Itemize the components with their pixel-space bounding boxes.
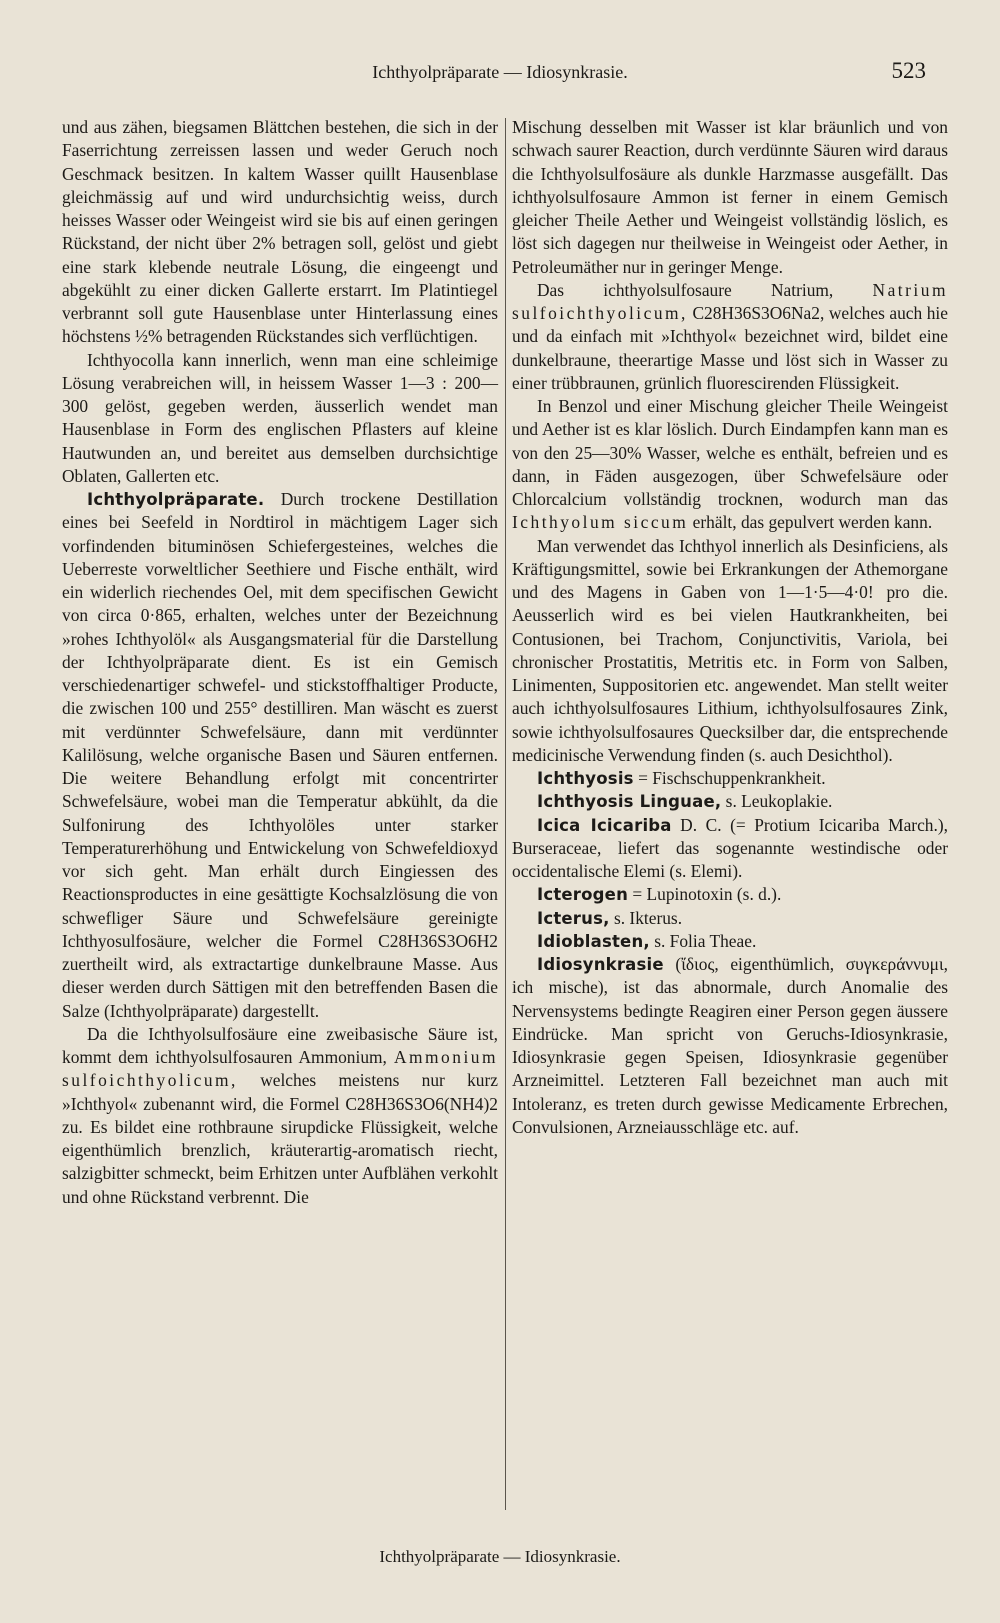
- paragraph: und aus zähen, biegsamen Blättchen bestehen, die sich in der Faserrichtung zerreissen lassen und weder Geruch noch Geschmack besitzen. In kaltem Wasser quillt Hausenblase gleichmässig auf und wird undurchsichtig weiss, durch heisses Wasser oder Weingeist wird sie bis auf einen geringen Rückstand, der nicht über 2% betragen soll, gelöst und giebt eine stark klebende neutrale Lösung, die eingeengt und abgekühlt zu einer dicken Gallerte erstarrt. Im Platintiegel verbrannt soll gute Hausenblase unter Hinterlassung eines höchstens ½% betragenden Rückstandes sich verflüchtigen.: [62, 117, 498, 347]
- paragraph-text: Da die Ichthyolsulfosäure eine zweibasische Säure ist, kommt dem ichthyolsulfosauren Ammonium,: [62, 1023, 498, 1067]
- paragraph-text: erhält, das gepulvert werden kann.: [692, 512, 933, 533]
- entry-lemma: Ichthyosis: [537, 769, 634, 788]
- entry-text: Durch trockene Destillation eines bei Seefeld in Nordtirol in mächtigem Lager sich vorfindenden bituminösen Schiefergesteines, welches die Ueberreste vorweltlicher Seethiere und Fische enthält, wird ein widerlich riechendes Oel, mit dem specifischen Gewicht von circa 0·865, erhalten, welches unter der Bezeichnung »rohes Ichthyolöl« als Ausgangsmaterial für die Darstellung der Ichthyolpräparate dient. Es ist ein Gemisch verschiedenartiger schwefel- und stickstoffhaltiger Producte, die zwischen 100 und 255° destilliren. Man wäscht es zuerst mit verdünnter Schwefelsäure, dann mit verdünnter Kalilösung, welche organische Basen und Säuren entfernen. Die weitere Behandlung erfolgt mit concentrirter Schwefelsäure, wobei man die Temperatur abkühlt, da die Sulfonirung des Ichthyolöles unter starker Temperaturerhöhung und Entwickelung von Schwefeldioxyd vor sich geht. Man erhält durch Eingiessen des Reactionsproductes in eine gesättigte Kochsalzlösung die von schwefliger Säure und Schwefelsäure gereinigte Ichthyosulfosäure, welcher die Formel C28H36S3O6H2 zuertheilt wird, als extractartige dunkelbraune Masse. Aus dieser werden durch Sättigen mit den betreffenden Basen die Salze (Ichthyolpräparate) dargestellt.: [62, 489, 498, 1021]
- entry-idiosynkrasie: [512, 953, 948, 1139]
- left-column: [62, 116, 498, 1209]
- page-number: 523: [891, 58, 926, 83]
- entry-lemma: Ichthyosis Linguae,: [537, 792, 722, 812]
- entry-text: s. Folia Theae.: [654, 930, 757, 951]
- entry-lemma: Idiosynkrasie: [537, 955, 664, 974]
- page-footer: Ichthyolpräparate — Idiosynkrasie.: [379, 1547, 621, 1566]
- entry-ichthyolpraeparate: [62, 488, 498, 1023]
- entry-idioblasten: [512, 930, 948, 953]
- entry-text: s. Leukoplakie.: [725, 791, 833, 812]
- entry-lemma: Idioblasten,: [537, 931, 650, 951]
- paragraph: [512, 395, 948, 535]
- paragraph: [62, 1023, 498, 1209]
- paragraph: Mischung desselben mit Wasser ist klar bräunlich und von schwach saurer Reaction, durch verdünnte Säuren wird daraus die Ichthyolsulfosäure als dunkle Harzmasse ausgefällt. Das ichthyolsulfosaure Ammon ist ferner in einem Gemisch gleicher Theile Aether und Weingeist vollständig löslich, es löst sich dagegen nur theilweise in Weingeist oder Aether, in Petroleumäther nur in geringer Menge.: [512, 117, 948, 277]
- paragraph-text: C28H36S3O6Na2, welches auch hie und da einfach mit »Ichthyol« bezeichnet wird, bildet eine dunkelbraune, theerartige Masse und löst sich in Wasser zu einer trübbraunen, grünlich fluorescirenden Flüssigkeit.: [512, 303, 948, 393]
- entry-ichthyosis-linguae: [512, 790, 948, 813]
- spaced-term: Ammonium sulfoichthyolicum,: [62, 1047, 498, 1091]
- spaced-term: Natrium sulfoichthyolicum,: [512, 279, 948, 323]
- entry-icterus: [512, 907, 948, 930]
- paragraph: Ichthyocolla kann innerlich, wenn man eine schleimige Lösung verabreichen will, in heissem Wasser 1—3 : 200—300 gelöst, gegeben werden, äusserlich wendet man Hausenblase in Form des englischen Pflasters auf kleine Hautwunden an, und bereitet aus demselben durchsichtige Oblaten, Gallerten etc.: [62, 349, 498, 486]
- entry-text: = Lupinotoxin (s. d.).: [632, 884, 782, 905]
- entry-text: = Fischschuppenkrankheit.: [638, 768, 826, 788]
- entry-lemma: Icica Icicariba: [537, 815, 672, 835]
- text-columns: [62, 116, 948, 1516]
- entry-icica-icicariba: [512, 814, 948, 884]
- entry-icterogen: [512, 883, 948, 906]
- spaced-term: Ichthyolum siccum: [512, 512, 689, 533]
- entry-text: s. Ikterus.: [613, 907, 683, 928]
- entry-lemma: Ichthyolpräparate.: [87, 490, 265, 509]
- paragraph: Man verwendet das Ichthyol innerlich als Desinficiens, als Kräftigungsmittel, sowie bei Erkrankungen der Athemorgane und des Magens in Gaben von 1—1·5—4·0! pro die. Aeusserlich wird es bei vielen Hautkrankheiten, bei Contusionen, bei Trachom, Conjunctivitis, Variola, bei chronischer Prostatitis, Metritis etc. in Form von Salben, Linimenten, Suppositorien etc. angewendet. Man stellt weiter auch ichthyolsulfosaures Lithium, ichthyolsulfosaures Zink, sowie ichthyolsulfosaures Quecksilber dar, die entsprechende medicinische Verwendung finden (s. auch Desichthol).: [512, 535, 948, 765]
- column-divider: [505, 118, 506, 1510]
- entry-text: (ἴδιος, eigenthümlich, συγκεράννυμι, ich mische), ist das abnormale, durch Anomalie des Nervensystems bedingte Reagiren einer Person gegen äussere Eindrücke. Man spricht von Geruchs-Idiosynkrasie, Idiosynkrasie gegen Speisen, Idiosynkrasie gegenüber Arzneimittel. Letzteren Fall bezeichnet man auch mit Intoleranz, es treten durch gewisse Medicamente Erbrechen, Convulsionen, Arzneiausschläge etc. auf.: [512, 954, 948, 1137]
- paragraph-text: welches meistens nur kurz »Ichthyol« zubenannt wird, die Formel C28H36S3O6(NH4)2 zu. Es bildet eine rothbraune sirupdicke Flüssigkeit, welche eigenthümlich brenzlich, kräuterartig-aromatisch riecht, salzigbitter schmeckt, beim Erhitzen unter Aufblähen verkohlt und ohne Rückstand verbrennt. Die: [62, 1070, 498, 1207]
- paragraph-text: In Benzol und einer Mischung gleicher Theile Weingeist und Aether ist es klar löslich. Durch Eindampfen kann man es von den 25—30% Wasser, welche es enthält, befreien und es dann, in Fäden ausgezogen, über Schwefelsäure oder Chlorcalcium vollständig trocknen, wodurch man das: [512, 396, 948, 509]
- page-header: [62, 58, 938, 92]
- running-title: Ichthyolpräparate — Idiosynkrasie.: [372, 62, 628, 82]
- paragraph: [512, 279, 948, 395]
- entry-text: D. C. (= Protium Icicariba March.), Burseraceae, liefert das sogenannte westindische oder occidentalische Elemi (s. Elemi).: [512, 814, 948, 881]
- right-column: [512, 116, 948, 1139]
- entry-lemma: Icterus,: [537, 908, 610, 928]
- entry-ichthyosis: [512, 767, 948, 790]
- entry-lemma: Icterogen: [537, 885, 629, 905]
- paragraph-text: Das ichthyolsulfosaure Natrium,: [537, 279, 834, 300]
